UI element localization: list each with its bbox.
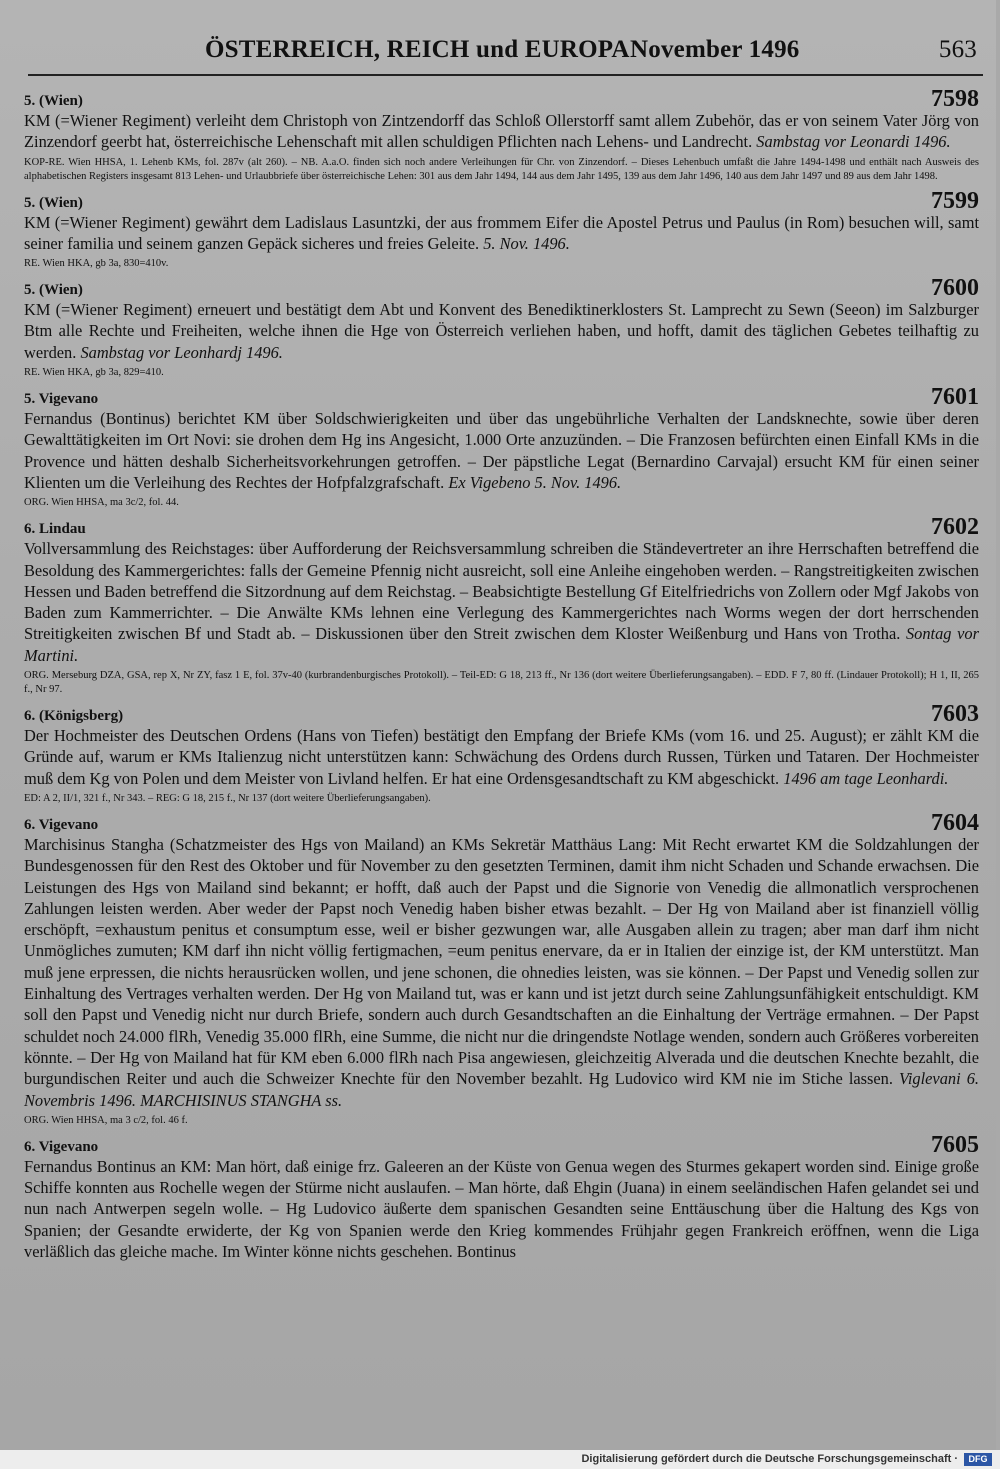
entry-date: Ex Vigebeno 5. Nov. 1496. bbox=[448, 472, 622, 492]
entry-source: KOP-RE. Wien HHSA, 1. Lehenb KMs, fol. 287v (alt 260). – NB. A.a.O. finden sich noch andere Verleihungen für Chr. von Zinzendorf. – Dieses Lehenbuch umfaßt die Jahre 1494-1498 und enthält nach Ausweis des alphabetischen Registers insgesamt 813 Lehen- und Urlaubbriefe über österreichische Lehen: 301 aus dem Jahr 1494, 144 aus dem Jahr 1495, 139 aus dem Jahr 1496, 140 aus dem Jahr 1497 und 89 aus dem Jahr 1498. bbox=[24, 156, 979, 182]
entry-text bbox=[24, 408, 979, 493]
entry-text bbox=[24, 1156, 979, 1262]
footer-bar bbox=[0, 1450, 1000, 1469]
entry-date: 1496 am tage Leonhardi. bbox=[783, 768, 949, 788]
entry-date: 5. Nov. 1496. bbox=[483, 233, 570, 253]
entry-body: Marchisinus Stangha (Schatzmeister des Hgs von Mailand) an KMs Sekretär Matthäus Lang: Mit Recht erwartet KM die Soldzahlungen der Bundesgenossen für den Rest des Oktober und für November zu den gesetzten Terminen, damit ihm nicht Schaden und Schande erwachsen. Die Leistungen des Hgs von Mailand sind bekannt; er hofft, daß auch der Papst und die Signorie von Venedig die allmonatlich versprochenen Zahlungen leisten werden. Aber weder der Papst noch Venedig haben bisher etwas bezahlt. – Der Hg von Mailand aber ist finanziell völlig erschöpft, =exhaustum penitus et consumptum esse, weil er bisher gezwungen war, alle Ausgaben allein zu tragen; aber man darf ihm nicht Unmögliches zumuten; KM darf ihn nicht völlig fertigmachen, =eum penitus enervare, da er in Italien der einzige ist, der KM unterstützt. Man muß jene erpressen, die nichts herausrücken wollen, und jene schonen, die ohnedies leisten, was sie können. – Der Papst und Venedig sollen zur Einhaltung des Vertrages verhalten werden. Der Hg von Mailand tut, was er kann und ist jetzt durch seine Zahlungsunfähigkeit entschuldigt. KM soll den Papst und Venedig nicht nur durch Briefe, sondern auch durch Gesandtschaften an die Einhaltung der Verträge ermahnen. – Der Papst schuldet noch 24.000 flRh, Venedig 35.000 flRh, eine Summe, die nicht nur die dringendste Notlage wenden, sondern auch Größeres vorbereiten könnte. – Der Hg von Mailand hat für KM eben 6.000 flRh nach Pisa angewiesen, gleichzeitig Alverada und die deutschen Knechte bezahlt, die burgundischen Reiter und auch die Schweizer Knechte für den November bezahlt. Hg Ludovico wird KM nie im Stiche lassen. bbox=[24, 834, 979, 1089]
entry-text bbox=[24, 110, 979, 153]
entry-body: Fernandus Bontinus an KM: Man hört, daß einige frz. Galeeren an der Küste von Genua wegen des Sturmes gekapert worden sind. Einige große Schiffe konnten aus Rochelle wegen der Stürme nicht auslaufen. – Man hörte, daß Ehgin (Juana) in einem seeländischen Hafen gelandet sei und nun nach Antwerpen segeln wolle. – Hg Ludovico äußerte dem spanischen Gesandten seine Enttäuschung über die Haltung des Kgs von Spanien; der Gesandte erwiderte, der Kg von Spanien werde den Krieg kommendes Frühjahr gegen Frankreich eröffnen, wenn die Liga verläßlich das gleiche mache. Im Winter könne nichts geschehen. Bontinus bbox=[24, 1156, 979, 1261]
entries-list bbox=[24, 88, 979, 1268]
dfg-logo: DFG bbox=[964, 1453, 992, 1466]
entry-place: 5. (Wien) bbox=[24, 93, 83, 109]
entry-text bbox=[24, 212, 979, 255]
header-title: ÖSTERREICH, REICH und EUROPA bbox=[205, 36, 630, 63]
entry-date: Sambstag vor Leonardi 1496. bbox=[756, 132, 951, 152]
entry-place: 5. Vigevano bbox=[24, 391, 99, 408]
entry-header bbox=[24, 88, 979, 110]
entry-text bbox=[24, 538, 979, 666]
header-date: November 1496 bbox=[630, 36, 800, 63]
entry-place: 6. Vigevano bbox=[24, 1138, 99, 1155]
entry-place: 5. (Wien) bbox=[24, 282, 83, 299]
entry-text bbox=[24, 725, 979, 789]
entry-source: ED: A 2, II/1, 321 f., Nr 343. – REG: G 18, 215 f., Nr 137 (dort weitere Überlieferungsangaben). bbox=[24, 792, 431, 804]
entry bbox=[24, 516, 979, 697]
entry-source: ORG. Wien HHSA, ma 3c/2, fol. 44. bbox=[24, 497, 179, 509]
entry bbox=[24, 187, 979, 272]
entry-place: 6. Vigevano bbox=[24, 816, 99, 833]
entry-body: KM (=Wiener Regiment) gewährt dem Ladislaus Lasuntzki, der aus frommem Eifer die Apostel Petrus und Paulus (in Rom) besuchen will, samt seiner familia und seinem ganzen Gepäck sicheres und freies Geleite. bbox=[24, 212, 979, 253]
entry-text bbox=[24, 834, 979, 1111]
entry-text bbox=[24, 299, 979, 363]
entry-header bbox=[24, 1131, 979, 1158]
entry-header bbox=[24, 701, 979, 728]
entry-number: 7604 bbox=[931, 809, 979, 836]
entry-number: 7602 bbox=[931, 514, 979, 541]
entry-body: Vollversammlung des Reichstages: über Aufforderung der Reichsversammlung schreiben die Ständevertreter an ihre Herrschaften betreffend die Besoldung des Kammergerichtes: falls der Gemeine Pfennig nicht ausreicht, soll eine Anleihe eingehoben werden. – Rangstreitigkeiten zwischen Hessen und Baden betreffend die Sitzordnung auf dem Reichstag. – Beabsichtigte Bestellung Gf Eitelfriedrichs von Zollern oder Mgf Jakobs von Baden zum Kammerrichter. – Die Anwälte KMs lehnen eine Verlegung des Kammergerichtes nach Worms wegen der dort herrschenden Streitigkeiten zwischen Bf und Stadt ab. – Diskussionen über den Streit zwischen dem Kloster Weißenburg und Hans von Trotha. bbox=[24, 539, 979, 644]
entry-number: 7603 bbox=[931, 701, 979, 728]
entry-source: ORG. Wien HHSA, ma 3 c/2, fol. 46 f. bbox=[24, 1114, 188, 1126]
entry-header bbox=[24, 187, 979, 214]
entry-header bbox=[24, 275, 979, 302]
entry bbox=[24, 277, 979, 380]
entry-number: 7598 bbox=[931, 86, 979, 112]
entry-date: Viglevani 6. Novembris 1496. MARCHISINUS STANGHA ss. bbox=[24, 1069, 979, 1110]
entry-source: ORG. Merseburg DZA, GSA, rep X, Nr ZY, fasz 1 E, fol. 37v-40 (kurbrandenburgisches Protokoll). – Teil-ED: G 18, 213 ff., Nr 136 (dort weitere Überlieferungsangaben). – EDD. F 7, 80 ff. (Lindauer Protokoll); H 1, II, 265 f., Nr 97. bbox=[24, 670, 979, 696]
entry-body: Der Hochmeister des Deutschen Ordens (Hans von Tiefen) bestätigt den Empfang der Briefe KMs (vom 16. und 25. August); er zählt KM die Gründe auf, warum er KMs Italienzug nicht unterstützen kann: Schwächung des Ordens durch Russen, Türken und Tataren. Der Hochmeister muß dem Kg von Polen und dem Meister von Livland helfen. Er hat eine Ordensgesandtschaft zu KM abgeschickt. bbox=[24, 726, 979, 788]
footer-credit: Digitalisierung gefördert durch die Deutsche Forschungsgemeinschaft · bbox=[581, 1453, 958, 1465]
entry-place: 6. (Königsberg) bbox=[24, 708, 124, 725]
entry-header bbox=[24, 384, 979, 411]
entry-body: KM (=Wiener Regiment) erneuert und bestätigt dem Abt und Konvent des Benediktinerklosters St. Lamprecht zu Sewn (Seeon) im Salzburger Btm alle Rechte und Freiheiten, welche ihnen die Hge von Österreich verliehen haben, und hofft, damit des täglichen Gebetes teilhaftig zu werden. bbox=[24, 300, 979, 362]
entry-header bbox=[24, 809, 979, 836]
header-rule bbox=[28, 74, 983, 76]
page-number: 563 bbox=[938, 36, 977, 63]
entry-source: RE. Wien HKA, gb 3a, 830=410v. bbox=[24, 258, 169, 270]
entry bbox=[24, 1131, 979, 1262]
entry-place: 6. Lindau bbox=[24, 521, 86, 538]
entry bbox=[24, 88, 979, 184]
entry-header bbox=[24, 514, 979, 541]
entry-date: Sambstag vor Leonhardj 1496. bbox=[80, 342, 283, 362]
entry bbox=[24, 386, 979, 510]
entry-source: RE. Wien HKA, gb 3a, 829=410. bbox=[24, 367, 164, 379]
entry bbox=[24, 809, 979, 1128]
entry bbox=[24, 703, 979, 806]
entry-body: Fernandus (Bontinus) berichtet KM über Soldschwierigkeiten und über das ungebührliche Verhalten der Landsknechte, sowie über deren Gewalttätigkeiten im Ort Novi: sie drohen dem Hg ins Angesicht, 1.000 Orte anzuzünden. – Die Franzosen befürchten einen Einfall KMs in die Provence und hätten deshalb Sicherheitsvorkehrungen getroffen. – Der päpstliche Legat (Bernardino Carvajal) ersucht KM für einen seiner Klienten um die Verleihung des Rechtes der Hofpfalzgrafschaft. bbox=[24, 409, 979, 492]
entry-number: 7599 bbox=[931, 187, 979, 214]
entry-place: 5. (Wien) bbox=[24, 194, 83, 211]
entry-body: KM (=Wiener Regiment) verleiht dem Christoph von Zintzendorff das Schloß Ollerstorff samt allem Zubehör, das er von seinem Vater Jörg von Zinzendorf geerbt hat, österreichische Lehenschaft mit allen schuldigen Pflichten nach Lehens- und Landrecht. bbox=[24, 111, 979, 152]
entry-number: 7601 bbox=[931, 384, 979, 411]
entry-date: Sontag vor Martini. bbox=[24, 624, 979, 665]
entry-number: 7600 bbox=[931, 275, 979, 302]
entry-number: 7605 bbox=[931, 1131, 979, 1158]
